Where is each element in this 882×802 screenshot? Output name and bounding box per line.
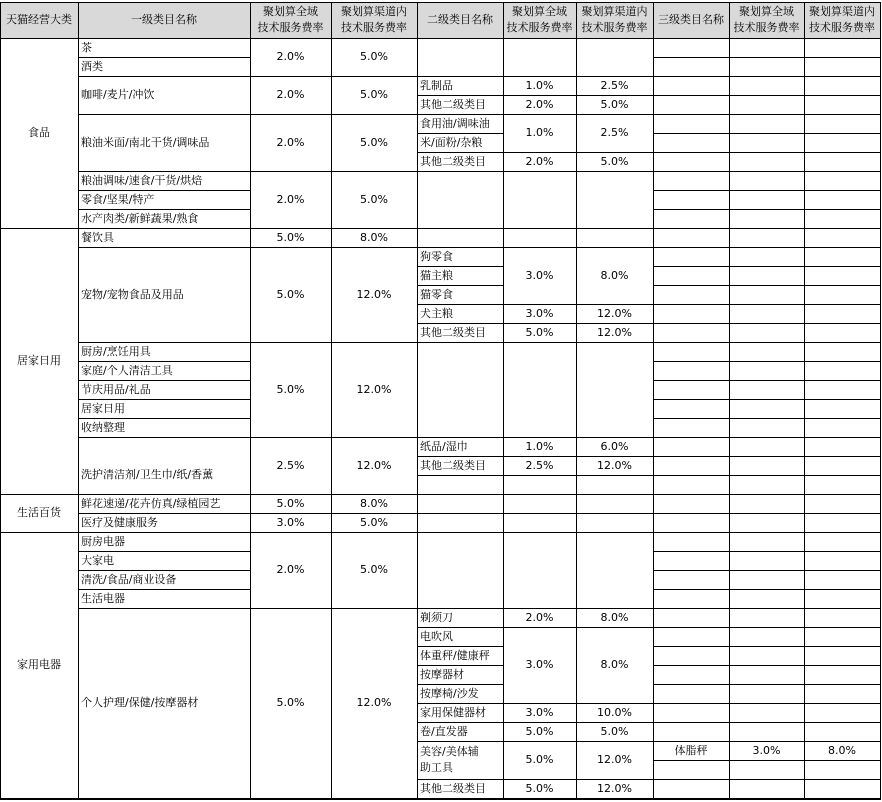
grid-line	[653, 646, 881, 647]
level1-rate-channel: 12.0%	[356, 287, 392, 301]
grid-line	[417, 323, 504, 324]
level1-rate-all: 2.5%	[276, 458, 305, 472]
level2-name: 美容/美体辅助工具	[420, 745, 479, 774]
level1-name: 厨房/烹饪用具	[81, 344, 151, 358]
grid-line	[503, 2, 504, 798]
grid-line	[417, 627, 504, 628]
grid-line	[0, 494, 79, 495]
level2-rate-all: 2.0%	[525, 610, 554, 624]
grid-line	[417, 437, 504, 438]
level2-rate-channel: 5.0%	[600, 154, 629, 168]
grid-line	[503, 247, 654, 248]
grid-line	[503, 152, 654, 153]
level1-rate-channel: 5.0%	[360, 88, 388, 101]
level1-name: 零食/坚果/特产	[81, 192, 155, 206]
grid-line	[0, 532, 79, 533]
level2-name: 体重秤/健康秤	[420, 648, 490, 662]
level2-name: 纸品/湿巾	[420, 439, 468, 453]
header-level3-name: 三级类目名称	[653, 2, 729, 38]
level1-rate-channel: 5.0%	[360, 515, 388, 529]
grid-line	[729, 2, 730, 798]
grid-line	[417, 532, 504, 533]
grid-line	[78, 380, 251, 381]
grid-line	[417, 342, 504, 343]
grid-line	[250, 76, 418, 77]
grid-line	[653, 304, 881, 305]
grid-line	[653, 722, 881, 723]
grid-line	[576, 2, 577, 798]
level1-name: 居家日用	[81, 401, 125, 415]
level2-rate-all: 1.0%	[525, 78, 554, 92]
level2-rate-all: 2.5%	[525, 458, 554, 472]
grid-line	[417, 95, 504, 96]
level1-rate-all: 5.0%	[276, 696, 305, 709]
level1-name: 水产肉类/新鲜蔬果/熟食	[81, 211, 199, 225]
level2-rate-all: 1.0%	[525, 126, 554, 139]
grid-line	[503, 475, 654, 476]
level2-name: 按摩器材	[420, 667, 464, 681]
grid-line	[417, 779, 504, 780]
level1-rate-channel: 5.0%	[360, 563, 388, 576]
grid-line	[503, 703, 654, 704]
level2-rate-all: 1.0%	[525, 439, 554, 453]
grid-line	[503, 779, 654, 780]
level1-name: 收纳整理	[81, 420, 125, 434]
grid-line	[78, 171, 251, 172]
level1-rate-channel: 8.0%	[360, 230, 388, 244]
level2-rate-channel: 6.0%	[600, 439, 629, 453]
grid-line	[653, 494, 881, 495]
grid-line	[653, 475, 881, 476]
level1-name: 酒类	[81, 59, 103, 73]
grid-line	[250, 437, 418, 438]
grid-line	[417, 608, 504, 609]
level2-name: 其他二级类目	[420, 781, 486, 795]
level2-rate-channel: 2.5%	[600, 78, 629, 92]
grid-line	[250, 247, 418, 248]
grid-line	[250, 608, 418, 609]
grid-line	[653, 513, 881, 514]
level2-rate-channel: 2.5%	[600, 126, 629, 139]
header-category: 天猫经营大类	[0, 2, 78, 38]
grid-line	[417, 513, 504, 514]
grid-line	[331, 2, 332, 798]
level1-name: 家庭/个人清洁工具	[81, 363, 173, 377]
level1-rate-all: 2.0%	[276, 563, 305, 576]
grid-line	[78, 361, 251, 362]
grid-line	[417, 133, 504, 134]
grid-line	[417, 722, 504, 723]
grid-line	[653, 266, 881, 267]
grid-line	[653, 608, 881, 609]
grid-line	[78, 513, 251, 514]
level2-name: 食用油/调味油	[420, 116, 490, 130]
level2-name: 狗零食	[420, 249, 453, 263]
grid-line	[503, 228, 654, 229]
grid-line	[0, 2, 1, 798]
grid-line	[78, 190, 251, 191]
grid-line	[503, 114, 654, 115]
level2-name: 猫主粮	[420, 268, 453, 282]
grid-line	[653, 342, 881, 343]
grid-line	[417, 665, 504, 666]
level1-rate-all: 5.0%	[276, 230, 305, 244]
grid-line	[417, 456, 504, 457]
level1-rate-all: 2.0%	[276, 135, 305, 149]
level1-name: 节庆用品/礼品	[81, 382, 151, 396]
level2-name: 剃须刀	[420, 610, 453, 624]
grid-line	[653, 627, 881, 628]
grid-line	[78, 399, 251, 400]
level1-rate-all: 5.0%	[276, 287, 305, 301]
grid-line	[653, 114, 881, 115]
grid-line	[78, 570, 251, 571]
grid-line	[78, 608, 251, 609]
level3-rate-channel: 8.0%	[828, 743, 856, 757]
grid-line	[653, 399, 881, 400]
header-level3-rate-channel: 聚划算渠道内 技术服务费率	[804, 2, 880, 38]
grid-line	[503, 342, 654, 343]
grid-line	[78, 437, 251, 438]
header-level1-rate-channel: 聚划算渠道内 技术服务费率	[331, 2, 417, 38]
level1-rate-all: 2.0%	[276, 192, 305, 206]
grid-line	[653, 665, 881, 666]
level2-name: 其他二级类目	[420, 154, 486, 168]
grid-line	[653, 247, 881, 248]
grid-line	[417, 475, 504, 476]
level2-name: 米/面粉/杂粮	[420, 135, 483, 149]
level2-rate-all: 5.0%	[525, 724, 554, 738]
level1-name: 清洗/食品/商业设备	[81, 572, 177, 586]
grid-line	[653, 228, 881, 229]
level1-rate-channel: 8.0%	[360, 496, 388, 510]
level2-rate-all: 2.0%	[525, 97, 554, 111]
level2-name: 按摩椅/沙发	[420, 686, 479, 700]
grid-line	[417, 684, 504, 685]
grid-line	[417, 703, 504, 704]
level2-rate-channel: 12.0%	[597, 325, 632, 339]
grid-line	[78, 209, 251, 210]
grid-line	[653, 380, 881, 381]
level2-rate-channel: 12.0%	[597, 458, 632, 472]
level2-rate-all: 3.0%	[525, 705, 554, 719]
grid-line	[653, 418, 881, 419]
grid-line	[417, 247, 504, 248]
grid-line	[653, 57, 881, 58]
grid-line	[503, 456, 654, 457]
level1-name: 大家电	[81, 553, 114, 567]
grid-line	[78, 2, 79, 798]
grid-line	[503, 95, 654, 96]
level2-rate-all: 5.0%	[525, 753, 554, 766]
grid-line	[653, 684, 881, 685]
grid-line	[250, 228, 418, 229]
level1-name: 茶	[81, 40, 92, 54]
grid-line	[78, 418, 251, 419]
grid-line	[250, 114, 418, 115]
grid-line	[417, 741, 504, 742]
level2-rate-channel: 10.0%	[597, 705, 632, 719]
header-level1-name: 一级类目名称	[78, 2, 250, 38]
grid-line	[653, 209, 881, 210]
grid-line	[503, 608, 654, 609]
grid-line	[503, 323, 654, 324]
grid-line	[78, 114, 251, 115]
grid-line	[653, 456, 881, 457]
grid-line	[0, 2, 881, 3]
grid-line	[78, 342, 251, 343]
grid-line	[653, 437, 881, 438]
grid-line	[417, 266, 504, 267]
grid-line	[503, 741, 654, 742]
grid-line	[653, 361, 881, 362]
group-cell: 食品	[28, 126, 50, 139]
grid-line	[0, 228, 79, 229]
level2-rate-all: 5.0%	[525, 781, 554, 795]
level2-name: 其他二级类目	[420, 325, 486, 339]
grid-line	[78, 76, 251, 77]
grid-line	[653, 190, 881, 191]
grid-line	[653, 741, 881, 742]
header-level2-rate-channel: 聚划算渠道内 技术服务费率	[576, 2, 653, 38]
level1-name: 洗护清洁剂/卫生巾/纸/香薰	[81, 468, 214, 481]
header-level2-rate-all: 聚划算全域 技术服务费率	[503, 2, 576, 38]
level2-rate-channel: 5.0%	[600, 724, 629, 738]
grid-line	[653, 285, 881, 286]
level1-name: 宠物/宠物食品及用品	[81, 287, 184, 301]
level2-rate-all: 3.0%	[525, 658, 554, 671]
grid-line	[78, 551, 251, 552]
level1-name: 咖啡/麦片/冲饮	[81, 88, 155, 101]
grid-line	[417, 285, 504, 286]
grid-line	[503, 494, 654, 495]
level1-rate-all: 2.0%	[276, 50, 305, 63]
level1-name: 粮油米面/南北干货/调味品	[81, 135, 210, 149]
level1-rate-channel: 12.0%	[356, 696, 392, 709]
level2-rate-all: 3.0%	[525, 268, 554, 282]
grid-line	[653, 133, 881, 134]
grid-line	[653, 323, 881, 324]
grid-line	[653, 38, 881, 39]
level2-rate-channel: 12.0%	[597, 753, 632, 766]
grid-line	[653, 760, 881, 761]
level1-name: 鲜花速递/花卉仿真/绿植园艺	[81, 496, 221, 510]
grid-line	[250, 2, 251, 798]
level2-rate-all: 2.0%	[525, 154, 554, 168]
level3-rate-all: 3.0%	[752, 743, 781, 757]
grid-line	[417, 2, 418, 798]
level1-name: 餐饮具	[81, 230, 114, 244]
group-cell: 家用电器	[17, 658, 61, 671]
level1-rate-channel: 12.0%	[356, 458, 392, 472]
grid-line	[653, 532, 881, 533]
grid-line	[0, 798, 881, 800]
grid-line	[250, 532, 418, 533]
grid-line	[78, 228, 251, 229]
grid-line	[653, 570, 881, 571]
grid-line	[653, 551, 881, 552]
grid-line	[250, 342, 418, 343]
grid-line	[503, 627, 654, 628]
level2-rate-channel: 5.0%	[600, 97, 629, 111]
level2-rate-all: 5.0%	[525, 325, 554, 339]
level1-name: 医疗及健康服务	[81, 515, 158, 529]
level1-rate-all: 2.0%	[276, 88, 305, 101]
grid-line	[78, 589, 251, 590]
level1-rate-all: 5.0%	[276, 496, 305, 510]
level2-name: 猫零食	[420, 287, 453, 301]
level1-rate-channel: 5.0%	[360, 135, 388, 149]
level1-name: 厨房电器	[81, 534, 125, 548]
header-level2-name: 二级类目名称	[417, 2, 503, 38]
level2-name: 犬主粮	[420, 306, 453, 320]
grid-line	[78, 247, 251, 248]
level3-name: 体脂秤	[674, 743, 708, 757]
grid-line	[653, 95, 881, 96]
grid-line	[250, 513, 418, 514]
grid-line	[804, 2, 805, 798]
level2-name: 其他二级类目	[420, 97, 486, 111]
grid-line	[250, 494, 418, 495]
grid-line	[653, 76, 881, 77]
grid-line	[503, 722, 654, 723]
group-cell: 生活百货	[17, 506, 61, 519]
level2-rate-channel: 8.0%	[600, 268, 629, 282]
level2-rate-channel: 8.0%	[600, 610, 629, 624]
grid-line	[503, 171, 654, 172]
level2-rate-channel: 12.0%	[597, 781, 632, 795]
grid-line	[417, 304, 504, 305]
level1-name: 生活电器	[81, 591, 125, 605]
level1-name: 粮油调味/速食/干货/烘焙	[81, 173, 203, 187]
level2-rate-all: 3.0%	[525, 306, 554, 320]
level2-name: 家用保健器材	[420, 705, 486, 719]
grid-line	[417, 171, 504, 172]
grid-line	[653, 2, 654, 798]
grid-line	[417, 114, 504, 115]
grid-line	[503, 304, 654, 305]
grid-line	[250, 171, 418, 172]
grid-line	[653, 703, 881, 704]
grid-line	[417, 228, 504, 229]
grid-line	[653, 589, 881, 590]
level1-rate-channel: 12.0%	[356, 382, 392, 396]
level2-name: 卷/直发器	[420, 724, 468, 738]
grid-line	[503, 76, 654, 77]
group-cell: 居家日用	[17, 354, 61, 367]
grid-line	[78, 494, 251, 495]
grid-line	[653, 171, 881, 172]
grid-line	[653, 152, 881, 153]
header-level1-rate-all: 聚划算全域 技术服务费率	[250, 2, 331, 38]
level2-rate-channel: 12.0%	[597, 306, 632, 320]
grid-line	[417, 152, 504, 153]
grid-line	[880, 2, 881, 798]
level2-name: 电吹风	[420, 629, 453, 643]
level2-name: 乳制品	[420, 78, 453, 92]
grid-line	[417, 646, 504, 647]
level1-rate-all: 3.0%	[276, 515, 305, 529]
level1-rate-all: 5.0%	[276, 382, 305, 396]
grid-line	[653, 779, 881, 780]
level1-rate-channel: 5.0%	[360, 192, 388, 206]
grid-line	[503, 437, 654, 438]
level2-name: 其他二级类目	[420, 458, 486, 472]
grid-line	[78, 57, 251, 58]
level2-rate-channel: 8.0%	[600, 658, 629, 671]
level1-name: 个人护理/保健/按摩器材	[81, 696, 199, 709]
grid-line	[503, 513, 654, 514]
level1-rate-channel: 5.0%	[360, 50, 388, 63]
grid-line	[503, 532, 654, 533]
grid-line	[417, 494, 504, 495]
grid-line	[78, 532, 251, 533]
header-level3-rate-all: 聚划算全域 技术服务费率	[729, 2, 804, 38]
grid-line	[417, 76, 504, 77]
